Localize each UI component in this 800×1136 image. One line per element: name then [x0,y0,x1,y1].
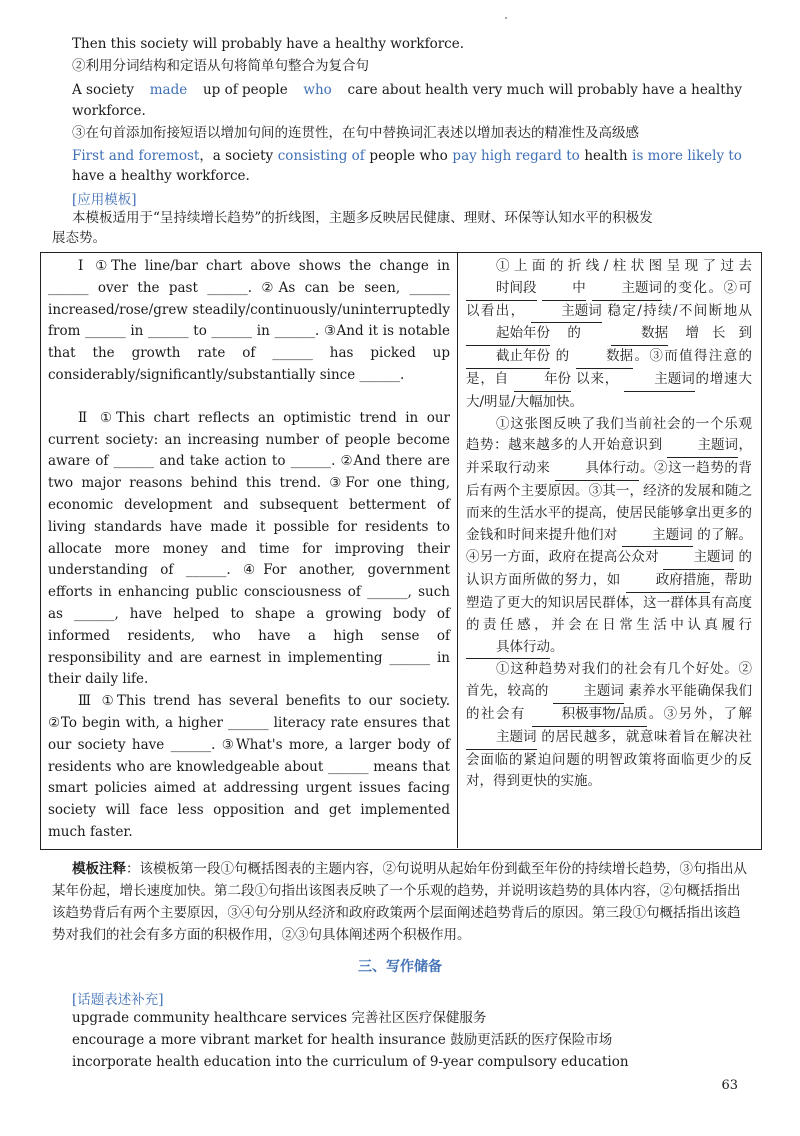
topic-item-2-zh: 鼓励更活跃的医疗保险市场 [450,1032,613,1048]
zh1-g: 稳定/持续/不间断地从 [607,302,752,319]
zh1-s: 的增速大大/明显/大幅加快。 [466,370,752,410]
zh3-c: 素养水平能确保我们的社会有 [466,683,753,722]
topic-supplement-label: [话题表述补充] [72,992,164,1008]
topic-item-3-en: incorporate health education into the curriculum of 9-year compulsory education [72,1054,629,1070]
ex3-first-and-foremost: First and foremost [72,148,200,164]
template-intro-1: 本模板适用于“呈持续增长趋势”的折线图，主题多反映居民健康、理财、环保等认知水平的积极发 [72,210,653,226]
ex2-c: up of people [202,82,288,98]
zh2-action: 具体行动 [555,458,639,481]
zh2-a: ①这张图反映了我们当前社会的一个乐观趋势：越来越多的人开始意识到 [466,415,752,454]
zh2-m: 。 [550,638,564,655]
example-2-line [72,80,742,100]
ex3-f: health [584,148,628,164]
chinese-column [466,256,752,793]
step-3-heading: ③在句首添加衔接短语以增加句间的连贯性，在句中替换词汇表述以增加表达的精准性及高级感 [72,125,639,141]
zh1-topic: 主题词 [592,278,663,301]
ex3-consisting-of: consisting of [277,148,365,164]
zh1-end-year: 截止年份 [466,346,550,369]
example-3-line-2: have a healthy workforce. [72,168,250,184]
zh2-topic: 主题词 [667,435,738,458]
english-paragraph-2: Ⅱ ①This chart reflects an optimistic trend in our current society: an increasing number of people become aware of ______ and take action to ______. ②And there are two major reasons behind this trend. ③For one thing, economic development and subsequent betterment of living standards have made it possible for residents to allocate more money and time for improving their understanding of ______. ④For another, government efforts in enhancing public consciousness of ______, such as ______, have helped to shape a growing body of informed residents, who have a high sense of responsibility and are earnest in implementing ______ in their daily life. [48,409,450,688]
zh2-k: ，帮助塑造了更大的知识居民群体，这一群体具有高度的责任感，并会在日常生活中认真履行 [466,572,753,633]
zh2-topic-3: 主题词 [663,547,734,570]
example-3-line [72,146,742,166]
zh1-period: 时间段 [466,278,537,301]
zh2-measures: 政府措施 [626,570,710,593]
step-2-heading: ②利用分词结构和定语从句将简单句整合为复合句 [72,58,369,74]
zh1-i: 的 [567,325,594,342]
zh1-o: 。③而值得注意的是，自 [466,348,753,387]
topic-item-2-en: encourage a more vibrant market for health insurance [72,1032,446,1048]
zh3-topic-2: 主题词 [466,727,537,750]
zh1-m: 的 [555,348,571,365]
ex3-d: people who [369,148,448,164]
ex2-made: made [149,82,188,98]
ex2-a: A society [72,82,135,98]
zh1-topic-3: 主题词 [624,369,695,392]
template-intro-2: 展态势。 [52,230,106,246]
zh3-e: 。③另外，了解 [647,705,753,722]
template-label: [应用模板] [72,192,137,208]
zh1-year: 年份 [514,369,571,392]
ex2-e: care about health very much will probably have a healthy [347,82,742,98]
example-line-1: Then this society will probably have a healthy workforce. [72,36,465,52]
zh1-a: ①上面的折线/柱状图呈现了过去 [496,258,752,274]
zh1-q: 以来， [576,370,620,387]
zh1-start-year: 起始年份 [466,323,550,346]
zh2-action-2: 具体行动 [466,637,550,660]
topic-item-2 [72,1030,612,1050]
zh1-data-2: 数据 [576,346,633,369]
zh2-e: 。②这一趋势的背后有两个主要原因。③其一，经济的发展和随之而来的生活水平的提高，使居民能够拿出更多的金钱和时间来提升他们对 [466,460,753,543]
zh2-c: ，并采取行动来 [466,437,753,477]
zh1-k: 增长到 [685,325,753,342]
zh1-data: 数据 [611,323,668,346]
zh3-positive: 积极事物/品质 [532,704,648,727]
page-number: 63 [721,1078,738,1093]
english-paragraph-1: Ⅰ ①The line/bar chart above shows the change in ______ over the past ______. ②As can be seen, ______ increased/rose/grew steadily/continuously/uninterruptedly from ______ in ______ to ______ in ______. ③And it is notable that the growth rate of ______ has picked up considerably/significantly/substantially since ______. [48,258,450,383]
topic-item-1 [72,1008,486,1028]
zh2-topic-2: 主题词 [622,525,693,548]
zh1-in: 中 [542,278,586,301]
english-paragraph-3: Ⅲ ①This trend has several benefits to our society. ②To begin with, a higher ______ literacy rate ensures that our society have ______. ③What's more, a larger body of residents who are knowledgeable about ______ means that smart policies aimed at addressing urgent issues facing society will face less opposition and get implemented much faster. [48,693,450,840]
topic-item-3 [72,1052,629,1072]
note-text: ：该模板第一段①句概括图表的主题内容，②句说明从起始年份到截至年份的持续增长趋势，③句指出从某年份起，增长速度加快。第二段①句指出该图表反映了一个乐观的趋势，并说明该趋势的具体内容，②句概括指出该趋势背后有两个主要原因，③④句分别从经济和政府政策两个层面阐述趋势背后的原因。第三段①句概括指出该趋势对我们的社会有多方面的积极作用，②③句具体阐述两个积极作用。 [52,861,747,943]
table-divider [457,252,458,848]
chinese-paragraph-1 [466,256,752,414]
ex3-more-likely: is more likely to [632,148,742,164]
ex3-pay-high-regard: pay high regard to [452,148,580,164]
chinese-paragraph-2 [466,414,752,660]
zh2-g: 的了解。④另一方面，政府在提高公众对 [466,526,753,566]
ex2-who: who [303,82,332,98]
zh3-g: 的居民越多，就意味着旨在解决社会面临的紧迫问题的明智政策将面临更少的反对，得到更快的实施。 [466,728,752,790]
note-label: 模板注释 [72,861,126,877]
template-note [52,858,752,946]
topic-item-1-en: upgrade community healthcare services [72,1010,348,1026]
section-title: 三、写作储备 [358,959,442,975]
topic-item-1-zh: 完善社区医疗保健服务 [351,1010,487,1026]
zh1-e: 的变化。②可以看出， [466,279,752,319]
chinese-paragraph-3 [466,659,752,793]
zh3-topic: 主题词 [553,681,624,704]
zh3-a: ①这种趋势对我们的社会有几个好处。②首先，较高的 [466,661,752,700]
example-2-line-2: workforce. [72,103,146,119]
english-column [48,256,450,844]
zh2-i: 的认识方面所做的努力，如 [466,549,753,589]
zh1-topic-2: 主题词 [531,301,602,324]
print-mark [505,17,507,19]
ex3-b: ，a society [199,148,274,164]
